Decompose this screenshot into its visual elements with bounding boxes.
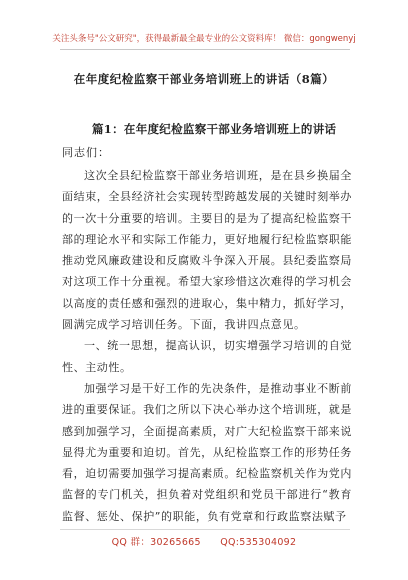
- salutation: 同志们：: [62, 146, 110, 159]
- footer-qq-group: QQ 群：30265665: [111, 537, 201, 548]
- body-paragraph: 加强学习是干好工作的先决条件，是推动事业不断前进的重要保证。我们之所以下决心举办这个培训班，就是感到加强学习，全面提高素质，对广大纪检监察干部来说显得尤为重要和迫切。首先，从纪检监察工作的形势任务看，迫切需要加强学习提高素质。纪检监察机关作为党内监督的专门机关，担负着对党组织和党员干部进行“教育监督、惩处、保护”的职能，负有党章和行政监察法赋予: [62, 381, 352, 523]
- footer-qq: QQ:535304092: [220, 537, 297, 548]
- document-title: 在年度纪检监察干部业务培训班上的讲话（8篇）: [73, 72, 335, 86]
- section-title: 篇1：在年度纪检监察干部业务培训班上的讲话: [92, 122, 337, 136]
- body-paragraph: 这次全县纪检监察干部业务培训班，是在县乡换届全面结束，全县经济社会实现转型跨越发展的关键时刻举办的一次十分重要的培训。主要目的是为了提高纪检监察干部的理论水平和实际工作能力，更好地履行纪检监察职能推动党风廉政建设和反腐败斗争深入开展。县纪委监察局对这项工作十分重视。希望大家珍惜这次难得的学习机会以高度的责任感和强烈的进取心，集中精力，抓好学习，圆满完成学习培训任务。下面，我讲四点意见。: [62, 169, 352, 332]
- document-body: [62, 165, 352, 527]
- page-header-note: 关注头条号"公文研究"，获得最新最全最专业的公文资料库！ 微信：gongwenyj: [52, 34, 356, 44]
- page-footer: [0, 534, 408, 548]
- footer-divider: [60, 529, 350, 530]
- body-paragraph: 一、统一思想，提高认识，切实增强学习培训的自觉性、主动性。: [62, 339, 352, 374]
- header-divider: [60, 49, 350, 50]
